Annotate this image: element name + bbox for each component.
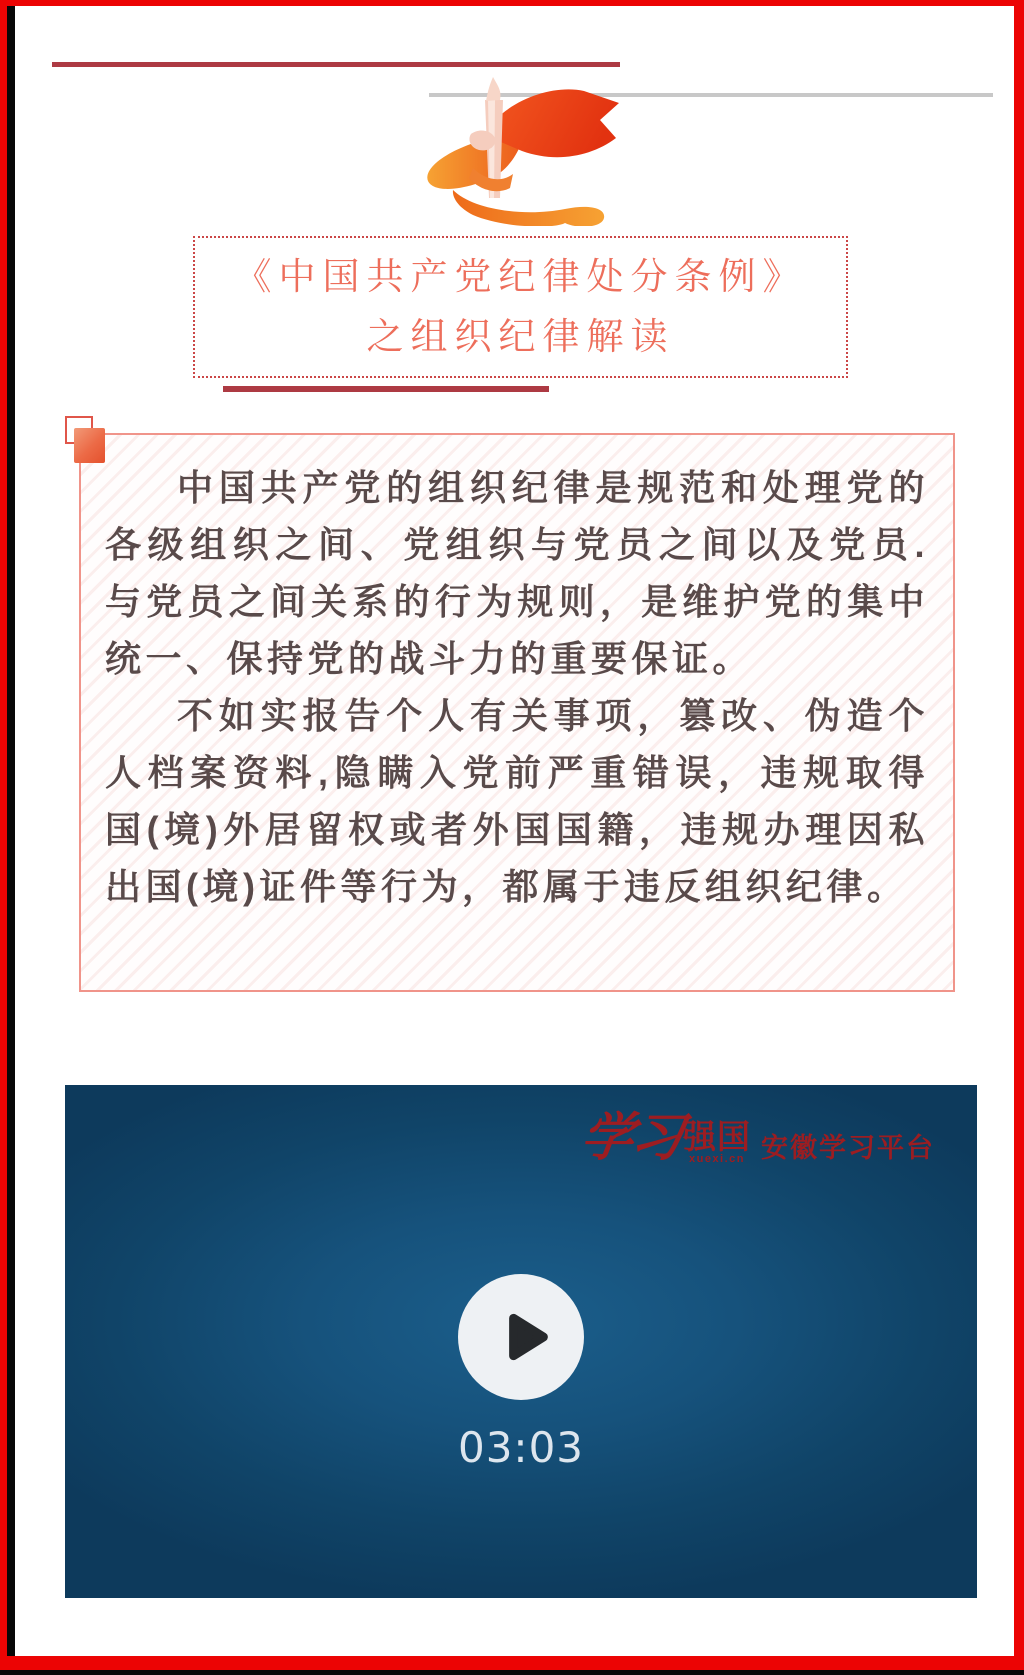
article-body-box	[79, 433, 955, 992]
frame-border-bottom	[0, 1656, 1024, 1670]
frame-border-right	[1014, 0, 1024, 1675]
corner-fill-square	[74, 428, 105, 463]
video-duration: 03:03	[457, 1423, 585, 1472]
article-title-line2: 之组织纪律解读	[366, 316, 675, 357]
corner-fold-icon	[65, 416, 117, 474]
logo-platform-text: 安徽学习平台	[761, 1133, 935, 1163]
play-button[interactable]	[458, 1274, 584, 1400]
video-player[interactable]	[65, 1085, 977, 1598]
xuexi-platform-logo	[577, 1110, 935, 1167]
logo-block-text: 强国	[683, 1118, 751, 1155]
flag-torch-icon	[405, 76, 635, 226]
header-red-rule	[52, 62, 620, 67]
article-title-line1: 《中国共产党纪律处分条例》	[234, 256, 807, 297]
frame-border-top	[0, 0, 1024, 6]
title-underline-rule	[223, 386, 549, 392]
frame-black-strip-left	[7, 6, 15, 1667]
frame-black-strip-bottom	[0, 1670, 1024, 1675]
logo-domain-text: xuexi.cn	[688, 1153, 746, 1165]
frame-border-left	[0, 0, 7, 1675]
article-title-box	[193, 236, 848, 378]
article-paragraph-2: 不如实报告个人有关事项，篡改、伪造个人档案资料,隐瞒入党前严重错误，违规取得国(境)外居留权或者外国国籍，违规办理因私出国(境)证件等行为，都属于违反组织纪律。	[105, 695, 929, 907]
play-icon	[491, 1307, 551, 1367]
article-paragraph-1: 中国共产党的组织纪律是规范和处理党的各级组织之间、党组织与党员之间以及党员.与党员之间关系的行为规则，是维护党的集中统一、保持党的战斗力的重要保证。	[105, 467, 929, 679]
logo-script-text: 学习	[577, 1110, 686, 1167]
logo-block-wrap	[683, 1120, 751, 1165]
